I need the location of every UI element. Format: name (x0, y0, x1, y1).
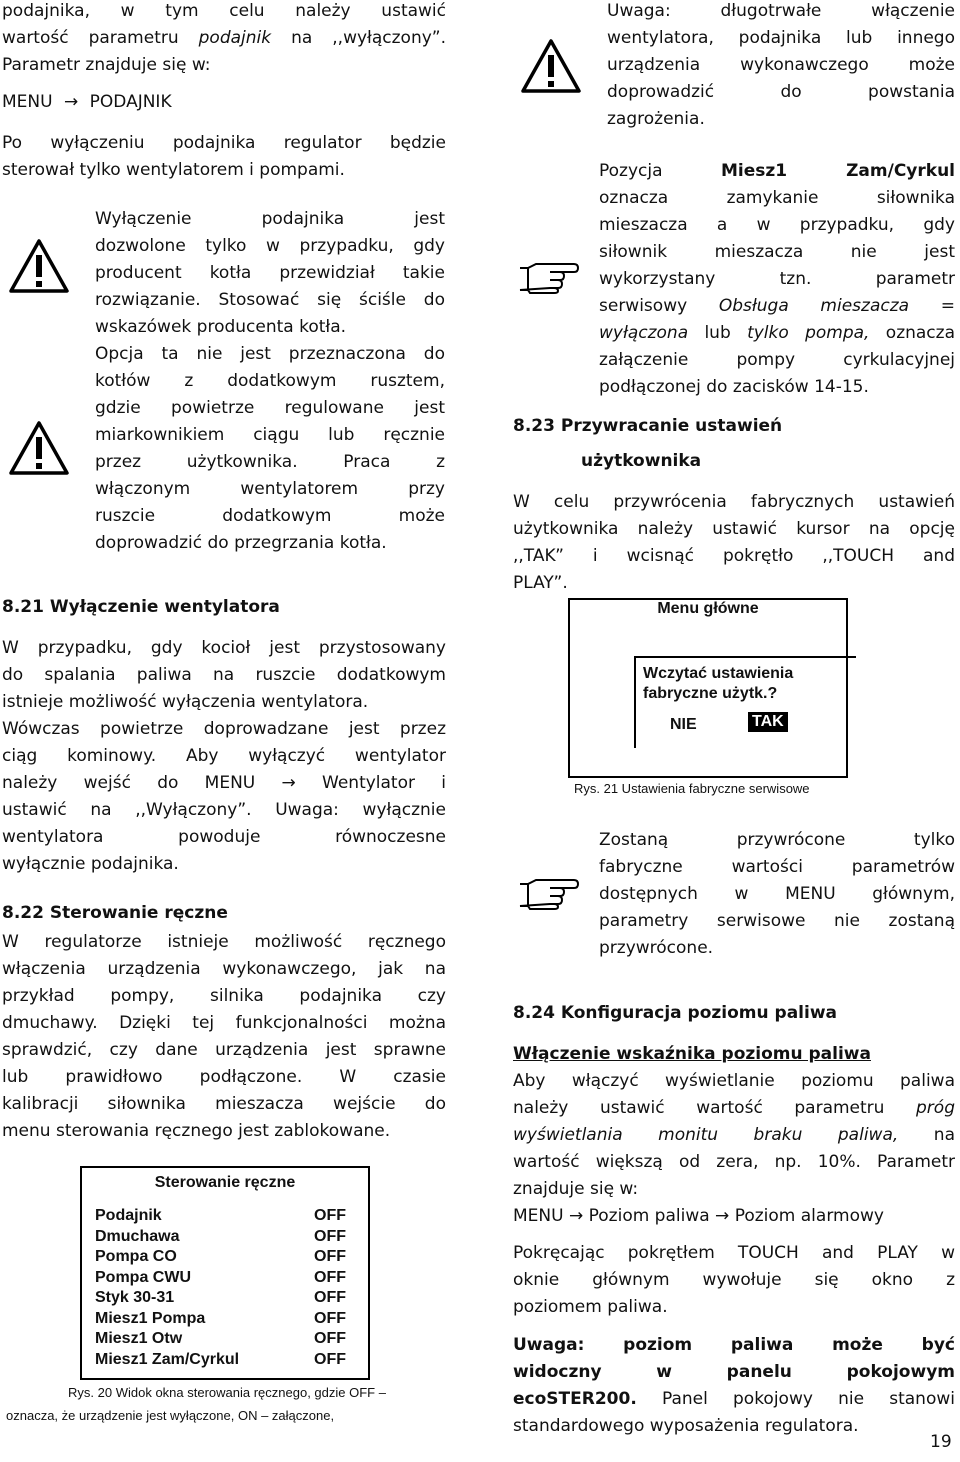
line: znajduje się w: (513, 1179, 639, 1199)
line: ,,TAK” i wcisnąć pokrętło ,,TOUCH and (513, 546, 955, 566)
line: urządzenia wykonawczego może (607, 55, 955, 75)
menu-item: MENU (2, 92, 53, 112)
row-value: OFF (314, 1248, 346, 1265)
line: lub prawidłowo podłączone. W czasie (2, 1067, 446, 1087)
line: Parametr znajduje się w: (2, 55, 211, 75)
param-name: próg (916, 1098, 955, 1118)
note-text (599, 158, 955, 401)
screen-row (82, 1206, 368, 1227)
line: sterował tylko wentylatorem i pompami. (2, 160, 345, 180)
line: PLAY”. (513, 573, 568, 593)
line: poziomem paliwa. (513, 1297, 668, 1317)
text: = (909, 296, 955, 316)
manual-control-screen (80, 1166, 370, 1380)
screen-row (82, 1309, 368, 1330)
paragraph (513, 1240, 955, 1321)
param-name: podajnik (198, 28, 272, 48)
line: ciąg kominowy. Aby wyłączyć wentylator (2, 746, 446, 766)
line: kalibracji siłownika mieszacza wejście do (2, 1094, 446, 1114)
row-label: Dmuchawa (95, 1227, 180, 1245)
line (599, 158, 955, 185)
question-line: Wczytać ustawienia (643, 665, 794, 682)
text: serwisowy (599, 296, 719, 316)
line: W przypadku, gdy kocioł jest przystosowany (2, 638, 446, 658)
section-heading-8-22: 8.22 Sterowanie ręczne (2, 903, 228, 923)
line: Uwaga: poziom paliwa może być (513, 1335, 955, 1355)
row-label: Miesz1 Pompa (95, 1309, 206, 1327)
pointing-hand-icon (516, 878, 580, 914)
section-heading-8-21: 8.21 Wyłączenie wentylatora (2, 597, 280, 617)
section-heading-8-23-cont: użytkownika (581, 451, 702, 471)
figure-caption-21: Rys. 21 Ustawienia fabryczne serwisowe (574, 781, 810, 796)
line: załączenie pompy cyrkulacyjnej (599, 350, 955, 370)
line: dozwolone tylko w przypadku, gdy (95, 236, 445, 256)
line: należy wejść do MENU → Wentylator i (2, 773, 446, 793)
screen-row (82, 1288, 368, 1309)
line: dostępnych w MENU głównym, (599, 884, 955, 904)
line: kotłów z dodatkowym rusztem, (95, 371, 445, 391)
warning-triangle-icon (520, 38, 582, 98)
line: mieszacza a w przypadku, gdy (599, 215, 955, 235)
position-name: Miesz1 Zam/Cyrkul (721, 161, 956, 181)
row-label: Podajnik (95, 1207, 162, 1224)
line: Zostaną przywrócone tylko (599, 830, 955, 850)
line: Aby włączyć wyświetlanie poziomu paliwa (513, 1071, 955, 1091)
screen-rows (82, 1206, 368, 1370)
section-heading-8-23: 8.23 Przywracanie ustawień (513, 416, 783, 436)
line: sprawdzić, czy dane urządzenia jest sprawne (2, 1040, 446, 1060)
no-button[interactable]: NIE (670, 716, 697, 733)
row-label: Miesz1 Zam/Cyrkul (95, 1350, 240, 1368)
row-value: OFF (314, 1268, 346, 1286)
line: przykład pompy, silnika podajnika czy (2, 986, 446, 1006)
factory-settings-screen (568, 598, 848, 778)
text: wartość parametru (2, 28, 199, 48)
line: przywrócone. (599, 938, 714, 958)
menu-path (2, 89, 172, 116)
line: standardowego wyposażenia regulatora. (513, 1416, 859, 1436)
line: ruszcie dodatkowym może (95, 506, 445, 526)
line: Pokręcając pokrętłem TOUCH and PLAY w (513, 1243, 955, 1263)
section-heading-8-24: 8.24 Konfiguracja poziomu paliwa (513, 1003, 837, 1023)
row-value: OFF (314, 1207, 346, 1224)
screen-row (82, 1247, 368, 1268)
line: wskazówek producenta kotła. (95, 317, 347, 337)
warning-text (95, 206, 445, 341)
line: zagrożenia. (607, 109, 705, 129)
line: doprowadzić do powstania (607, 82, 955, 102)
screen-row (82, 1329, 368, 1350)
line: doprowadzić do przegrzania kotła. (95, 533, 387, 553)
line: oknie głównym wywołuje się okno z (513, 1270, 955, 1290)
line: menu sterowania ręcznego jest zablokowane. (2, 1121, 391, 1141)
line: producent kotła przewidział takie (95, 263, 445, 283)
line: dmuchawy. Dzięki tej funkcjonalności można (2, 1013, 446, 1033)
screen-title: Sterowanie ręczne (154, 1174, 296, 1191)
row-label: Miesz1 Otw (95, 1330, 183, 1347)
row-value: OFF (314, 1350, 346, 1368)
subheading-fuel-level: Włączenie wskaźnika poziomu paliwa (513, 1044, 871, 1064)
line: parametry serwisowe nie zostaną (599, 911, 955, 931)
line (513, 1122, 955, 1149)
paragraph-8-21 (2, 635, 446, 878)
menu-item: PODAJNIK (89, 92, 172, 112)
text: na ,,wyłączony”. (271, 28, 446, 48)
value: wyłączona (599, 323, 689, 343)
caption-line: Rys. 20 Widok okna sterowania ręcznego, gdzie OFF – (68, 1385, 386, 1400)
right-arrow-icon: → (63, 92, 79, 112)
line: Uwaga: długotrwałe włączenie (607, 1, 955, 21)
warning-text (607, 0, 955, 133)
line: Opcja ta nie jest przeznaczona do (95, 344, 445, 364)
dialog-question (636, 658, 856, 704)
line: Po wyłączeniu podajnika regulator będzie (2, 133, 446, 153)
paragraph-note (513, 1332, 955, 1440)
line (599, 293, 955, 320)
line: ustawić na ,,Wyłączony”. Uwaga: wyłącznie (2, 800, 446, 820)
line: wartość większą od zera, np. 10%. Parametr (513, 1152, 955, 1172)
param-name: Obsługa mieszacza (718, 296, 910, 316)
line (599, 320, 955, 347)
text: należy ustawić wartość parametru (513, 1098, 917, 1118)
line: W celu przywrócenia fabrycznych ustawień (513, 492, 955, 512)
text: Panel pokojowy nie stanowi (636, 1389, 955, 1409)
warning-text (95, 341, 445, 557)
line: wentylatora powoduje równoczesne (2, 827, 446, 847)
line: W regulatorze istnieje możliwość ręcznego (2, 932, 446, 952)
line: widoczny w panelu pokojowym (513, 1362, 955, 1382)
line (513, 1095, 955, 1122)
line: oznacza zamykanie siłownika (599, 188, 955, 208)
note-text (599, 827, 955, 962)
line: użytkownika należy ustawić kursor na opcję (513, 519, 955, 539)
text: lub (688, 323, 748, 343)
row-value: OFF (314, 1227, 346, 1245)
question-line: fabryczne użytk.? (643, 685, 778, 702)
caption-line: oznacza, że urządzenie jest wyłączone, ON – załączone, (6, 1408, 335, 1423)
text: oznacza (869, 323, 955, 343)
paragraph-8-22 (2, 929, 446, 1145)
line: podłączonej do zacisków 14-15. (599, 377, 869, 397)
line: wentylatora, podajnika lub innego (607, 28, 955, 48)
screen-row (82, 1350, 368, 1371)
line: Wyłączenie podajnika jest (95, 209, 445, 229)
paragraph-8-24 (513, 1068, 955, 1230)
line: rozwiązanie. Stosować się ściśle do (95, 290, 445, 310)
pointing-hand-icon (516, 262, 580, 298)
line: podajnika, w tym celu należy ustawić (2, 1, 446, 21)
product-name: ecoSTER200. (513, 1389, 637, 1409)
line: Wówczas powietrze doprowadzane jest przez (2, 719, 446, 739)
line: gdzie powietrze regulowane jest (95, 398, 445, 418)
line: fabryczne wartości parametrów (599, 857, 955, 877)
warning-triangle-icon (8, 420, 70, 480)
row-value: OFF (314, 1309, 346, 1327)
row-label: Pompa CO (95, 1248, 177, 1265)
text: na (898, 1125, 955, 1145)
param-line (2, 25, 446, 52)
menu-path: MENU → Poziom paliwa → Poziom alarmowy (513, 1206, 884, 1226)
row-label: Styk 30-31 (95, 1289, 175, 1306)
screen-row (82, 1227, 368, 1248)
figure-caption-20 (6, 1381, 448, 1427)
screen-row (82, 1268, 368, 1289)
line: miarkownikiem ciągu lub ręcznie (95, 425, 445, 445)
text: Pozycja (599, 161, 721, 181)
line (513, 1386, 955, 1413)
line: do spalania paliwa na ruszcie dodatkowym (2, 665, 446, 685)
line: istnieje możliwość wyłączenia wentylatora. (2, 692, 369, 712)
dialog (634, 656, 856, 748)
page-number: 19 (930, 1432, 952, 1452)
row-value: OFF (314, 1330, 346, 1347)
row-value: OFF (314, 1289, 346, 1306)
row-label: Pompa CWU (95, 1268, 191, 1286)
line: wykorzystany tzn. parametr (599, 269, 955, 289)
param-name: wyświetlania monitu braku paliwa, (513, 1125, 899, 1145)
warning-triangle-icon (8, 238, 70, 298)
yes-button[interactable]: TAK (748, 712, 788, 732)
line: wyłącznie podajnika. (2, 854, 179, 874)
line: przez użytkownika. Praca z (95, 452, 445, 472)
line: włączonym wentylatorem przy (95, 479, 445, 499)
value: tylko pompa, (747, 323, 870, 343)
line: włączenia urządzenia wykonawczego, jak na (2, 959, 446, 979)
screen-title: Menu główne (657, 600, 759, 617)
paragraph-8-23 (513, 489, 955, 597)
line: siłownik mieszacza nie jest (599, 242, 955, 262)
